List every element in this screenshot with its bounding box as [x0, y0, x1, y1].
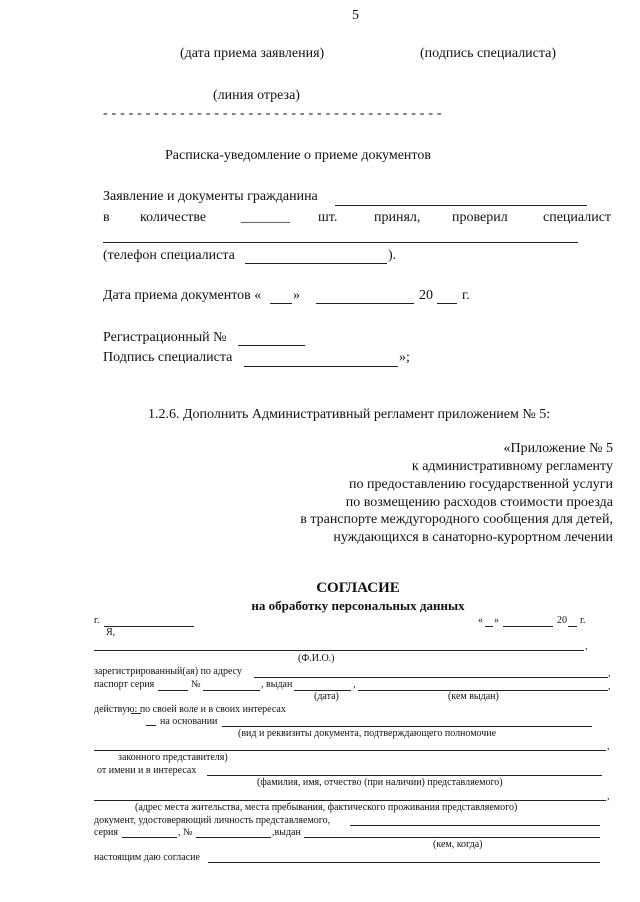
registered-address-comma: ,: [608, 668, 611, 679]
consent-fio-caption: (Ф.И.О.): [298, 653, 335, 664]
passport-issuer-comma: ,: [608, 681, 611, 692]
specialist-phone-line: [245, 263, 387, 264]
receipt-word-6: проверил: [452, 210, 508, 225]
consent-given-line: [208, 862, 600, 863]
application-date-caption: (дата приема заявления): [180, 46, 325, 61]
appendix-line-6: нуждающихся в санаторно-курортном лечении: [333, 530, 613, 545]
on-behalf-label: от имени и в интересах: [97, 765, 197, 776]
consent-title: СОГЛАСИЕ: [316, 580, 400, 596]
amendment-text: 1.2.6. Дополнить Административный регламент приложением № 5:: [148, 407, 551, 422]
passport-date-caption: (дата): [314, 691, 339, 702]
registered-address-label: зарегистрированный(ая) по адресу: [94, 666, 242, 677]
represented-name-caption: (фамилия, имя, отчество (при наличии) представляемого): [257, 777, 503, 788]
receipt-date-label: Дата приема документов «: [103, 288, 262, 303]
cut-line-caption: (линия отреза): [213, 88, 300, 103]
consent-day-line: [485, 626, 493, 627]
receipt-day-line: [270, 303, 292, 304]
id-document-label: документ, удостоверяющий личность представляемого,: [94, 815, 331, 826]
consent-month-line: [503, 626, 553, 627]
consent-year-suffix: г.: [580, 615, 586, 626]
appendix-line-1: «Приложение № 5: [503, 441, 613, 456]
receipt-year-prefix: 20: [419, 288, 433, 303]
consent-city-label: г.: [94, 615, 100, 626]
acting-own-checkbox-line: [131, 713, 141, 714]
consent-subtitle: на обработку персональных данных: [251, 598, 465, 613]
id-number-label: , №: [178, 827, 193, 838]
receipt-year-suffix: г.: [462, 288, 470, 303]
receipt-word-7: специалист: [543, 210, 612, 225]
id-series-label: серия: [94, 827, 118, 838]
id-number-line: [196, 837, 271, 838]
passport-number-line: [203, 690, 260, 691]
appendix-line-2: к административному регламенту: [411, 459, 613, 474]
acting-own-label: действую: по своей воле и в своих интересах: [94, 704, 286, 715]
passport-series-line: [158, 690, 188, 691]
receipt-title: Расписка-уведомление о приеме документов: [165, 148, 431, 163]
acting-basis-line: [222, 726, 592, 727]
appendix-line-5: в транспорте междугородного сообщения для детей,: [300, 512, 613, 527]
passport-issuer-caption: (кем выдан): [448, 691, 499, 702]
receipt-word-5: принял,: [374, 210, 421, 225]
passport-issued-label: , выдан: [261, 679, 293, 690]
specialist-phone-close: ).: [388, 248, 397, 263]
receipt-year-line: [437, 303, 457, 304]
consent-date-close: »: [494, 615, 499, 626]
appendix-line-3: по предоставлению государственной услуги: [349, 477, 613, 492]
specialist-phone-label: (телефон специалиста: [103, 248, 235, 263]
receipt-citizen-label: Заявление и документы гражданина: [103, 189, 318, 204]
specialist-signature-label: Подпись специалиста: [103, 350, 233, 365]
consent-given-label: настоящим даю согласие: [94, 852, 200, 863]
cut-line: - - - - - - - - - - - - - - - - - - - - - - - - - - - - - - - - - - - - - - - -: [103, 106, 442, 121]
specialist-signature-caption: (подпись специалиста): [420, 46, 557, 61]
represented-address-caption: (адрес места жительства, места пребывания, фактического проживания представляемого): [135, 802, 518, 813]
passport-number-label: №: [191, 679, 201, 690]
acting-basis-label: на основании: [160, 716, 218, 727]
represented-address-comma: ,: [607, 791, 610, 802]
acting-basis-checkbox-line: [146, 725, 156, 726]
receipt-word-4: шт.: [318, 210, 338, 225]
consent-year-line: [568, 626, 577, 627]
registration-number-label: Регистрационный №: [103, 330, 227, 345]
id-series-line: [122, 837, 177, 838]
citizen-name-line: [335, 205, 587, 206]
registered-address-line: [254, 677, 608, 678]
specialist-signature-line: [244, 366, 398, 367]
legal-rep-caption: законного представителя): [118, 752, 228, 763]
appendix-line-4: по возмещению расходов стоимости проезда: [345, 495, 613, 510]
receipt-month-line: [316, 303, 414, 304]
consent-year-prefix: 20: [557, 615, 567, 626]
represented-address-line: [94, 800, 606, 801]
id-issued-caption: (кем, когда): [433, 839, 483, 850]
id-document-line: [350, 825, 600, 826]
receipt-word-3: _______: [241, 210, 290, 225]
basis-document-line: [94, 750, 606, 751]
id-issued-label: ,выдан: [272, 827, 301, 838]
passport-series-label: паспорт серия: [94, 679, 155, 690]
consent-fio-comma: ,: [585, 641, 588, 652]
page-number: 5: [352, 8, 359, 23]
receipt-word-1: в: [103, 210, 110, 225]
specialist-signature-end: »;: [399, 350, 410, 365]
basis-document-comma: ,: [607, 741, 610, 752]
passport-date-comma: ,: [353, 679, 356, 690]
consent-i-label: Я,: [106, 627, 116, 638]
id-issued-line: [304, 837, 600, 838]
on-behalf-line: [207, 775, 602, 776]
specialist-name-line: [103, 242, 578, 243]
consent-date-open: «: [478, 615, 483, 626]
receipt-word-2: количестве: [140, 210, 207, 225]
receipt-date-quote: »: [293, 288, 300, 303]
consent-fio-line: [94, 650, 584, 651]
consent-city-line: [104, 626, 194, 627]
registration-number-line: [238, 345, 305, 346]
basis-document-caption: (вид и реквизиты документа, подтверждающего полномочие: [238, 728, 497, 739]
